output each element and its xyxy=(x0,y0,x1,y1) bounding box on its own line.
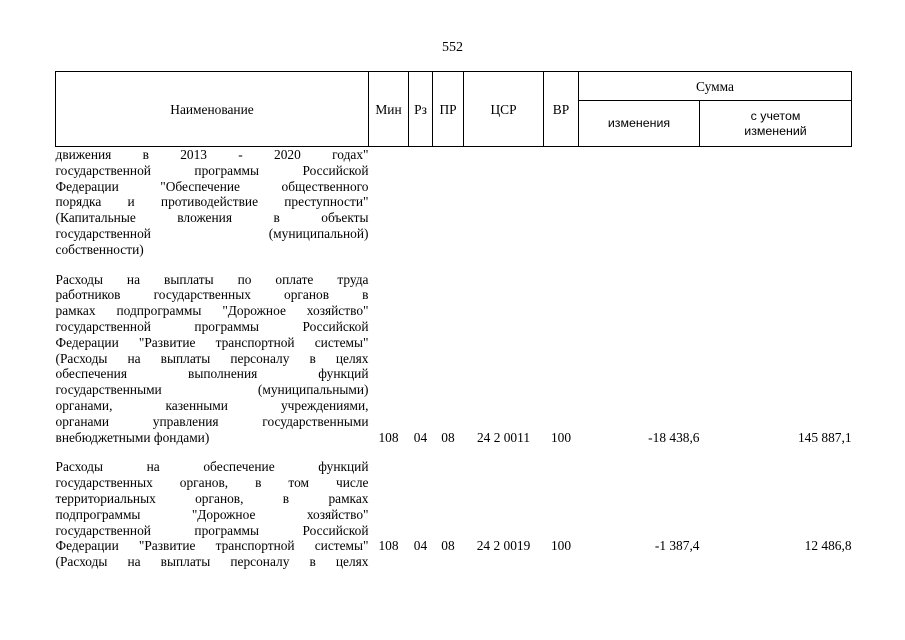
header-with-change-line2: изменений xyxy=(744,123,807,138)
header-sum: Сумма xyxy=(579,72,852,101)
row-name-line: (Расходы на выплаты персоналу в целях xyxy=(55,554,369,570)
page-number: 552 xyxy=(442,40,463,55)
header-rz: Рз xyxy=(409,72,433,147)
row-name-line: органами, казенными учреждениями, xyxy=(55,397,369,413)
row-csr: 24 2 0019 xyxy=(476,538,531,554)
row-spacer xyxy=(56,258,852,272)
row-name xyxy=(56,147,369,258)
row-name-line: обеспечения выполнения функций xyxy=(55,366,369,382)
header-name: Наименование xyxy=(56,72,369,147)
row-total: 145 887,1 xyxy=(797,429,852,445)
row-rz xyxy=(409,147,433,258)
row-name-line: рамках подпрограммы "Дорожное хозяйство" xyxy=(55,303,369,319)
row-change: -18 438,6 xyxy=(648,429,700,445)
row-name xyxy=(56,272,369,446)
row-name-line: (Капитальные вложения в объекты xyxy=(55,210,369,226)
row-name-line: подпрограммы "Дорожное хозяйство" xyxy=(55,506,369,522)
row-min xyxy=(369,147,409,258)
row-min: 108 xyxy=(378,429,399,445)
row-rz: 04 xyxy=(413,429,428,445)
row-min: 108 xyxy=(378,538,399,554)
table-row xyxy=(56,147,852,258)
row-name-line: государственной программы Российской xyxy=(55,318,369,334)
row-name-line: государственной (муниципальной) xyxy=(55,225,369,241)
table-header xyxy=(56,72,852,147)
budget-table xyxy=(55,71,852,570)
row-total xyxy=(700,147,852,258)
row-name-line: (Расходы на выплаты персоналу в целях xyxy=(55,350,369,366)
row-pr xyxy=(433,147,464,258)
row-name-line: движения в 2013 - 2020 годах" xyxy=(55,147,369,162)
row-name-line: Федерации "Развитие транспортной системы" xyxy=(55,334,369,350)
row-name-line: порядка и противодействие преступности" xyxy=(55,194,369,210)
row-name-line: государственных органов, в том числе xyxy=(55,475,369,491)
row-pr: 08 xyxy=(441,429,455,445)
row-csr xyxy=(464,147,544,258)
row-name xyxy=(56,459,369,570)
row-change xyxy=(579,147,700,258)
row-spacer xyxy=(56,445,852,459)
row-name-line: территориальных органов, в рамках xyxy=(55,490,369,506)
header-change: изменения xyxy=(579,101,700,147)
header-vr: ВР xyxy=(544,72,579,147)
row-name-line: Федерации "Обеспечение общественного xyxy=(55,178,369,194)
table-row xyxy=(56,272,852,446)
row-csr: 24 2 0011 xyxy=(476,429,531,445)
row-total: 12 486,8 xyxy=(804,538,852,554)
row-name-line: собственности) xyxy=(55,241,144,257)
row-name-line: Расходы на обеспечение функций xyxy=(55,459,369,475)
row-vr: 100 xyxy=(550,429,572,445)
row-change: -1 387,4 xyxy=(654,538,700,554)
row-name-line: государственной программы Российской xyxy=(55,522,369,538)
header-csr: ЦСР xyxy=(464,72,544,147)
row-name-line: внебюджетными фондами) xyxy=(55,429,210,445)
row-name-line: Расходы на выплаты по оплате труда xyxy=(55,271,369,287)
header-min: Мин xyxy=(369,72,409,147)
row-name-line: Федерации "Развитие транспортной системы" xyxy=(55,538,369,554)
row-name-line: государственной программы Российской xyxy=(55,162,369,178)
row-name-line: государственными (муниципальными) xyxy=(55,382,369,398)
table-row xyxy=(56,459,852,570)
row-vr xyxy=(544,147,579,258)
row-rz: 04 xyxy=(413,538,428,554)
row-vr: 100 xyxy=(550,538,572,554)
row-pr: 08 xyxy=(441,538,455,554)
row-name-line: органами управления государственными xyxy=(55,413,369,429)
header-with-change xyxy=(700,101,852,147)
header-pr: ПР xyxy=(433,72,464,147)
header-with-change-line1: с учетом xyxy=(750,108,801,123)
row-name-line: работников государственных органов в xyxy=(55,287,369,303)
